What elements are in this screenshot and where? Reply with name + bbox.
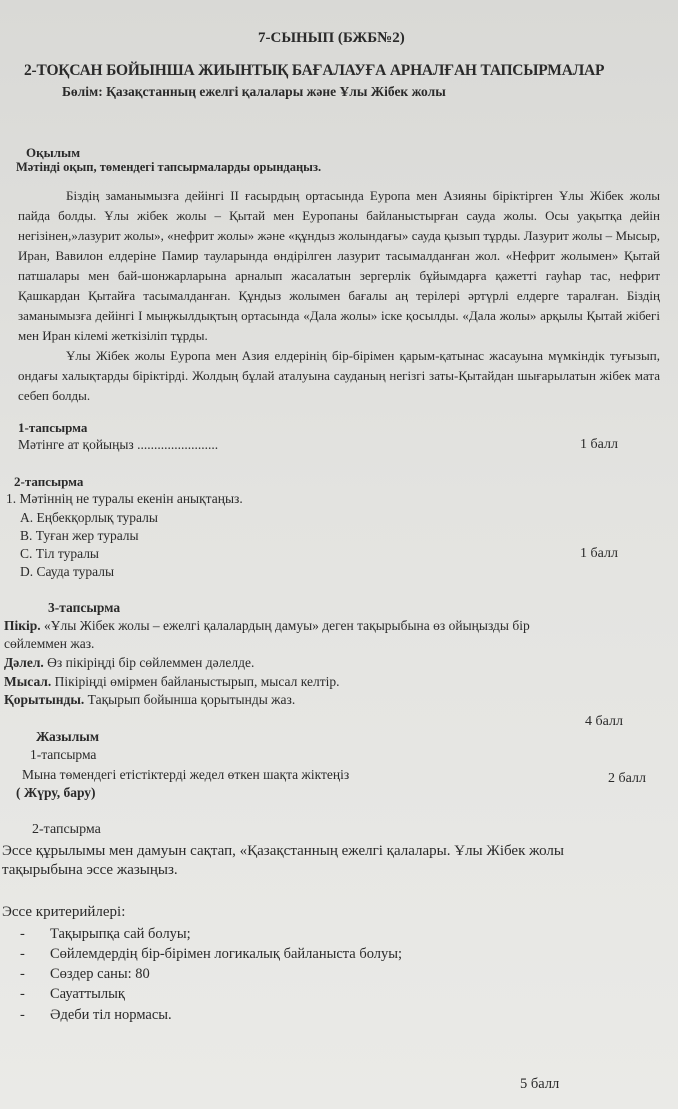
- writing-task2-heading: 2-тапсырма: [32, 822, 101, 837]
- section-title: Бөлім: Қазақстанның ежелгі қалалары және Ұлы Жібек жолы: [62, 84, 446, 99]
- writing-task1-score: 2 балл: [608, 771, 646, 786]
- writing-task2-line2: тақырыбына эссе жазыңыз.: [2, 862, 178, 878]
- task2-option-b: B. Туған жер туралы: [20, 528, 139, 543]
- proof-label: Дәлел.: [4, 655, 44, 670]
- opinion-label: Пікір.: [4, 618, 41, 633]
- criteria-item: - Әдеби тіл нормасы.: [20, 1007, 172, 1023]
- task3-conclusion: [4, 692, 295, 708]
- criteria-item: - Сауаттылық: [20, 986, 125, 1002]
- task3-score: 4 балл: [585, 714, 623, 729]
- grade-title: 7-СЫНЫП (БЖБ№2): [258, 30, 405, 46]
- task3-opinion: [4, 618, 530, 634]
- criteria-item: - Сөздер саны: 80: [20, 966, 150, 982]
- opinion-text: «Ұлы Жібек жолы – ежелгі қалалардың дамуы» деген тақырыбына өз ойыңызды бір: [40, 618, 530, 633]
- criteria-item: - Тақырыпқа сай болуы;: [20, 926, 191, 942]
- reading-text: [18, 186, 660, 406]
- task2-option-a: A. Еңбекқорлық туралы: [20, 510, 158, 525]
- task2-heading: 2-тапсырма: [14, 474, 84, 489]
- final-score: 5 балл: [520, 1076, 560, 1092]
- task1-heading: 1-тапсырма: [18, 420, 88, 435]
- task3-heading: 3-тапсырма: [48, 600, 121, 615]
- task2-option-d: D. Сауда туралы: [20, 564, 115, 579]
- task1-score: 1 балл: [580, 437, 618, 452]
- reading-heading: Оқылым: [26, 145, 81, 160]
- task3-example: [4, 674, 339, 690]
- writing-task1-text: Мына төмендегі етістіктерді жедел өткен шақта жіктеңіз: [22, 767, 350, 782]
- task1-text: Мәтінге ат қойыңыз ........................: [18, 437, 219, 452]
- writing-heading: Жазылым: [36, 729, 100, 744]
- main-title: 2-ТОҚСАН БОЙЫНША ЖИЫНТЫҚ БАҒАЛАУҒА АРНАЛҒАН ТАПСЫРМАЛАР: [24, 62, 605, 79]
- task2-score: 1 балл: [580, 546, 618, 561]
- task3-proof: [4, 655, 254, 671]
- task2-option-c: C. Тіл туралы: [20, 546, 100, 561]
- conclusion-label: Қорытынды.: [4, 692, 85, 707]
- writing-task2-line1: Эссе құрылымы мен дамуын сақтап, «Қазақстанның ежелгі қалалары. Ұлы Жібек жолы: [2, 843, 564, 859]
- writing-task1-words: ( Жүру, бару): [16, 785, 96, 800]
- reading-paragraph-1: Біздің заманымызға дейінгі ІІ ғасырдың ортасында Еуропа мен Азияны біріктірген Ұлы Жібек жолы пайда болды. Ұлы жібек жолы – Қытай мен Еуропаны байланыстырған сауда жолы. Осы уақытқа дейін негізінен,»лазурит жолы», «нефрит жолы» және «құндыз жолындағы» сауда қызып тұрды. Лазурит жолы – Мысыр, Иран, Вавилон елдеріне Памир тауларында өндірілген лазурит тасымалданған жол. «Нефрит жолымен» Қытай патшалары мен бай-шонжарларына арналып жасалатын зергерлік бұйымдарға қажетті гауһар тас, нефрит Қашкардан Қытайға тасымалданған. Құндыз жолымен бағалы аң терілері әртүрлі елдерге таралған. Біздің заманымызға дейінгі І мыңжылдықтың ортасында «Дала жолы» іске қосылды. «Дала жолы» арқылы Қытай жібегі мен Иран кілемі жеткізіліп тұрды.: [18, 188, 660, 343]
- reading-instruction: Мәтінді оқып, төмендегі тапсырмаларды орындаңыз.: [16, 160, 322, 174]
- writing-task1-heading: 1-тапсырма: [30, 747, 97, 762]
- criteria-item: - Сөйлемдердің бір-бірімен логикалық байланыста болуы;: [20, 946, 403, 962]
- conclusion-text: Тақырып бойынша қорытынды жаз.: [84, 692, 296, 707]
- example-text: Пікіріңді өмірмен байланыстырып, мысал келтір.: [51, 674, 340, 689]
- reading-paragraph-2: Ұлы Жібек жолы Еуропа мен Азия елдерінің бір-бірімен қарым-қатынас жасауына мүмкіндік туғызып, ондағы халықтарды біріктірді. Жолдың бұлай аталуына сауданың негізгі заты-Қытайдан шығарылатын жібек мата себеп болды.: [18, 348, 660, 403]
- criteria-heading: Эссе критерийлері:: [2, 904, 126, 920]
- example-label: Мысал.: [4, 674, 52, 689]
- task2-question: 1. Мәтіннің не туралы екенін анықтаңыз.: [6, 491, 243, 506]
- task3-opinion-line2: сөйлеммен жаз.: [4, 636, 95, 651]
- proof-text: Өз пікіріңді бір сөйлеммен дәлелде.: [43, 655, 255, 670]
